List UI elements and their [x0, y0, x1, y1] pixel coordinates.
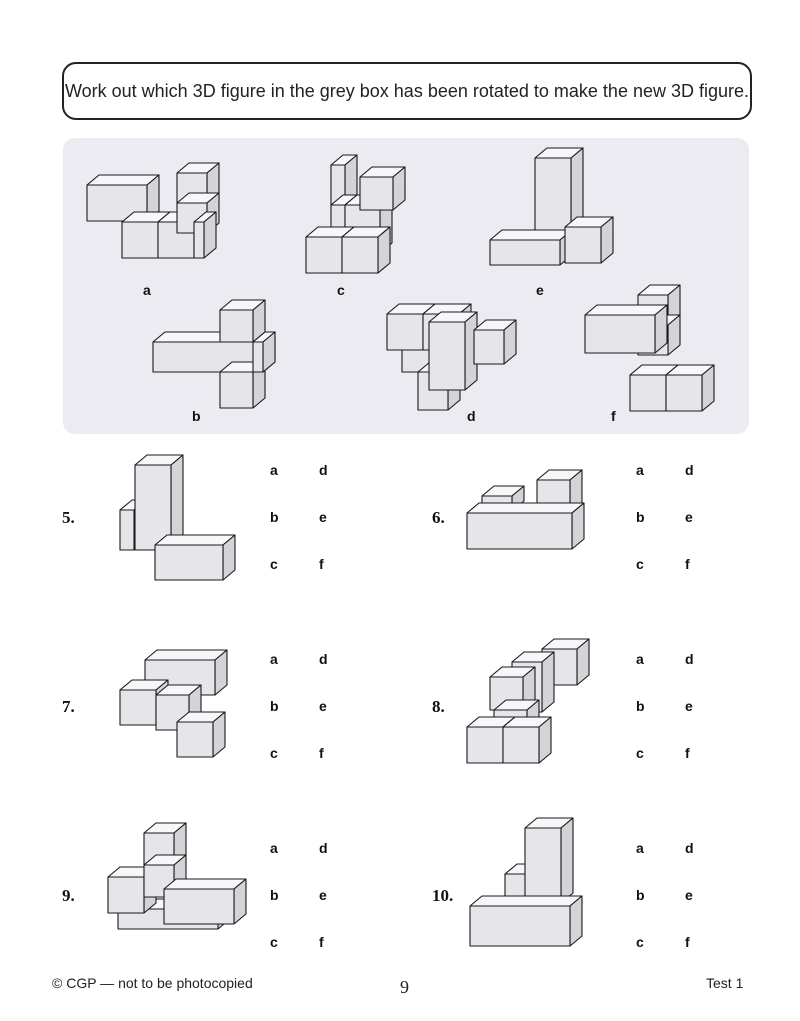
cuboid-top-face [164, 879, 246, 889]
cuboid-top-face [155, 535, 235, 545]
question-7-figure [105, 640, 235, 765]
option-e[interactable]: e [319, 887, 327, 903]
figure-b [148, 280, 318, 420]
cuboid-front-face [220, 372, 253, 408]
figure-label-e: e [536, 282, 544, 298]
page-number: 9 [400, 977, 409, 997]
figure-label-a: a [143, 282, 151, 298]
option-b[interactable]: b [270, 887, 279, 903]
option-c[interactable]: c [636, 556, 644, 572]
question-number: 7. [62, 697, 75, 716]
instruction-text: Work out which 3D figure in the grey box has been rotated to make the new 3D figure. [64, 80, 750, 101]
cuboid-front-face [467, 513, 572, 549]
question-10-figure [465, 820, 605, 955]
option-e[interactable]: e [319, 698, 327, 714]
option-b[interactable]: b [270, 509, 279, 525]
option-c[interactable]: c [270, 556, 278, 572]
option-a[interactable]: a [636, 651, 644, 667]
cuboid-front-face [194, 222, 204, 258]
option-d[interactable]: d [319, 651, 328, 667]
option-b[interactable]: b [636, 698, 645, 714]
option-d[interactable]: d [319, 462, 328, 478]
option-c[interactable]: c [636, 745, 644, 761]
figure-e [485, 145, 625, 275]
option-a[interactable]: a [270, 840, 278, 856]
cuboid-top-face [145, 650, 227, 660]
question-number: 8. [432, 697, 445, 716]
cuboid-front-face [666, 375, 702, 411]
cuboid-front-face [474, 330, 504, 364]
cuboid-front-face [429, 322, 465, 390]
cuboid-front-face [164, 889, 234, 924]
figure-c [296, 155, 406, 285]
cuboid-front-face [503, 727, 539, 763]
cuboid-top-face [490, 230, 572, 240]
option-a[interactable]: a [270, 651, 278, 667]
answer-options [636, 651, 706, 771]
option-e[interactable]: e [685, 509, 693, 525]
option-b[interactable]: b [636, 509, 645, 525]
figure-label-f: f [611, 408, 616, 424]
cuboid-front-face [470, 906, 570, 946]
cuboid-top-face [470, 896, 582, 906]
cuboid-top-face [467, 503, 584, 513]
answer-options [270, 840, 340, 960]
copyright-notice: © CGP — not to be photocopied [52, 975, 253, 991]
cuboid-front-face [490, 240, 560, 265]
cuboid-front-face [120, 690, 156, 725]
cuboid-front-face [630, 375, 666, 411]
option-f[interactable]: f [685, 934, 690, 950]
question-number: 9. [62, 886, 75, 905]
cuboid-front-face [342, 237, 378, 273]
cuboid-front-face [177, 722, 213, 757]
figure-d [382, 292, 522, 417]
option-a[interactable]: a [270, 462, 278, 478]
answer-options [636, 840, 706, 960]
option-d[interactable]: d [319, 840, 328, 856]
option-f[interactable]: f [319, 745, 324, 761]
option-e[interactable]: e [685, 887, 693, 903]
cuboid-top-face [585, 305, 667, 315]
cuboid-front-face [122, 222, 158, 258]
answer-options [270, 651, 340, 771]
option-a[interactable]: a [636, 462, 644, 478]
option-f[interactable]: f [319, 556, 324, 572]
option-d[interactable]: d [685, 462, 694, 478]
option-e[interactable]: e [685, 698, 693, 714]
cuboid-front-face [120, 510, 134, 550]
cuboid-side-face [542, 652, 554, 712]
cuboid-front-face [387, 314, 423, 350]
cuboid-front-face [360, 177, 393, 210]
answer-options [636, 462, 706, 582]
question-number: 10. [432, 886, 454, 905]
cuboid-front-face [220, 310, 253, 342]
figure-label-c: c [337, 282, 345, 298]
test-label: Test 1 [706, 975, 744, 991]
question-number: 6. [432, 508, 445, 527]
option-f[interactable]: f [685, 745, 690, 761]
option-d[interactable]: d [685, 840, 694, 856]
instruction-box [62, 62, 752, 120]
option-d[interactable]: d [685, 651, 694, 667]
cuboid-front-face [467, 727, 503, 763]
option-f[interactable]: f [685, 556, 690, 572]
cuboid-front-face [565, 227, 601, 263]
question-9-figure [98, 825, 248, 945]
option-c[interactable]: c [270, 934, 278, 950]
cuboid-front-face [585, 315, 655, 353]
cuboid-front-face [306, 237, 342, 273]
option-c[interactable]: c [636, 934, 644, 950]
figure-label-b: b [192, 408, 201, 424]
option-f[interactable]: f [319, 934, 324, 950]
option-c[interactable]: c [270, 745, 278, 761]
figure-a [82, 160, 242, 280]
question-5-figure [115, 450, 245, 590]
cuboid-front-face [525, 828, 561, 903]
figure-label-d: d [467, 408, 476, 424]
question-number: 5. [62, 508, 75, 527]
option-e[interactable]: e [319, 509, 327, 525]
option-a[interactable]: a [636, 840, 644, 856]
cuboid-side-face [561, 818, 573, 903]
question-6-figure [462, 460, 592, 560]
cuboid-front-face [253, 342, 263, 372]
cuboid-front-face [535, 158, 571, 230]
cuboid-front-face [155, 545, 223, 580]
cuboid-front-face [108, 877, 144, 913]
answer-options [270, 462, 340, 582]
figure-f [580, 280, 720, 415]
question-8-figure [462, 632, 602, 772]
option-b[interactable]: b [270, 698, 279, 714]
option-b[interactable]: b [636, 887, 645, 903]
